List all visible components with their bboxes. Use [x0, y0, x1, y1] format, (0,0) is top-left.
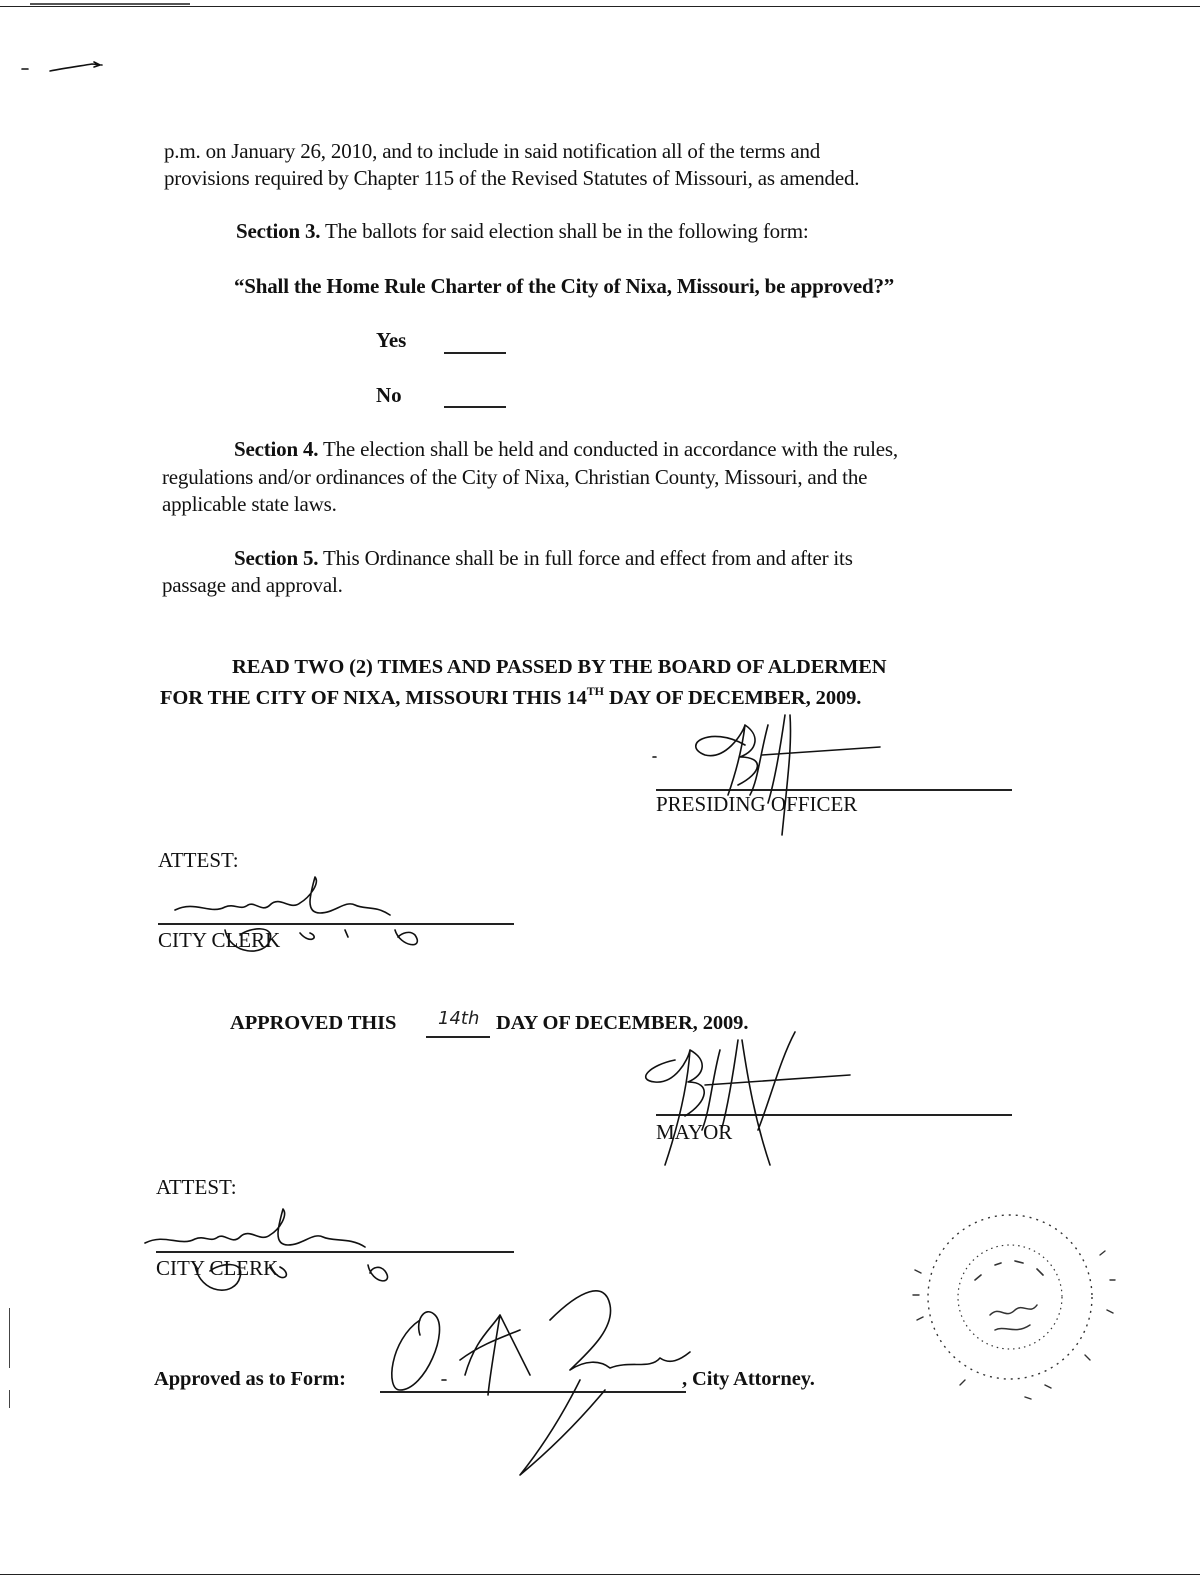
- ballot-yes-blank: [444, 352, 506, 354]
- top-border-line: [0, 6, 1200, 7]
- ballot-yes-label: Yes: [376, 328, 407, 352]
- attest-1-label: ATTEST:: [158, 848, 239, 872]
- top-border-line-thick: [30, 3, 190, 5]
- city-seal: [905, 1185, 1125, 1415]
- presiding-officer-signature: [650, 695, 900, 840]
- paragraph-line-2: provisions required by Chapter 115 of the Revised Statutes of Missouri, as amended.: [164, 166, 860, 190]
- paragraph-line-1: p.m. on January 26, 2010, and to include in said notification all of the terms and: [164, 139, 821, 163]
- city-attorney-signature: [380, 1260, 710, 1490]
- left-margin-mark-2: [9, 1390, 10, 1408]
- approval-post: DAY OF DECEMBER, 2009.: [496, 1012, 749, 1034]
- mayor-title: MAYOR: [656, 1120, 733, 1144]
- section-4-label: Section 4.: [234, 437, 319, 461]
- approval-day-blank: [426, 1036, 490, 1038]
- passage-line-2-pre: FOR THE CITY OF NIXA, MISSOURI THIS 14: [160, 687, 587, 709]
- attorney-suffix: , City Attorney.: [682, 1368, 815, 1390]
- passage-superscript: TH: [586, 684, 604, 698]
- ballot-no-blank: [444, 406, 506, 408]
- section-3: [236, 219, 809, 244]
- approval-pre: APPROVED THIS: [230, 1012, 397, 1034]
- section-3-label: Section 3.: [236, 219, 321, 243]
- attorney-prefix: Approved as to Form:: [154, 1368, 346, 1390]
- section-5-label: Section 5.: [234, 546, 319, 570]
- section-4-line-1: [234, 437, 898, 462]
- left-margin-mark-1: [9, 1308, 10, 1368]
- section-3-text: The ballots for said election shall be in the following form:: [325, 219, 809, 243]
- presiding-officer-title: PRESIDING OFFICER: [656, 792, 858, 816]
- approval-day-handwritten: 14th: [438, 1008, 480, 1029]
- city-clerk-2-signature: [140, 1205, 400, 1300]
- stray-mark: [20, 60, 110, 80]
- attest-2-label: ATTEST:: [156, 1175, 237, 1199]
- section-4-line-2: regulations and/or ordinances of the City of Nixa, Christian County, Missouri, and the: [162, 465, 868, 489]
- section-5-line-1: [234, 546, 853, 571]
- section-4-line-3: applicable state laws.: [162, 492, 337, 516]
- ballot-question: “Shall the Home Rule Charter of the City of Nixa, Missouri, be approved?”: [234, 274, 895, 298]
- city-clerk-1-signature: [170, 875, 430, 955]
- bottom-border-line: [0, 1574, 1200, 1575]
- city-clerk-1-title: CITY CLERK: [158, 928, 281, 952]
- city-seal-text: CITY OF NIXA SEAL 1902: [1010, 1290, 1022, 1291]
- section-5-line-2: passage and approval.: [162, 573, 343, 597]
- mayor-signature: [630, 1020, 870, 1170]
- ballot-no-label: No: [376, 383, 402, 407]
- passage-line-2-post: DAY OF DECEMBER, 2009.: [603, 687, 862, 709]
- city-clerk-2-title: CITY CLERK: [156, 1256, 279, 1280]
- section-5-text: This Ordinance shall be in full force and effect from and after its: [323, 546, 853, 570]
- passage-line-1: READ TWO (2) TIMES AND PASSED BY THE BOARD OF ALDERMEN: [232, 656, 887, 678]
- section-4-text: The election shall be held and conducted in accordance with the rules,: [323, 437, 898, 461]
